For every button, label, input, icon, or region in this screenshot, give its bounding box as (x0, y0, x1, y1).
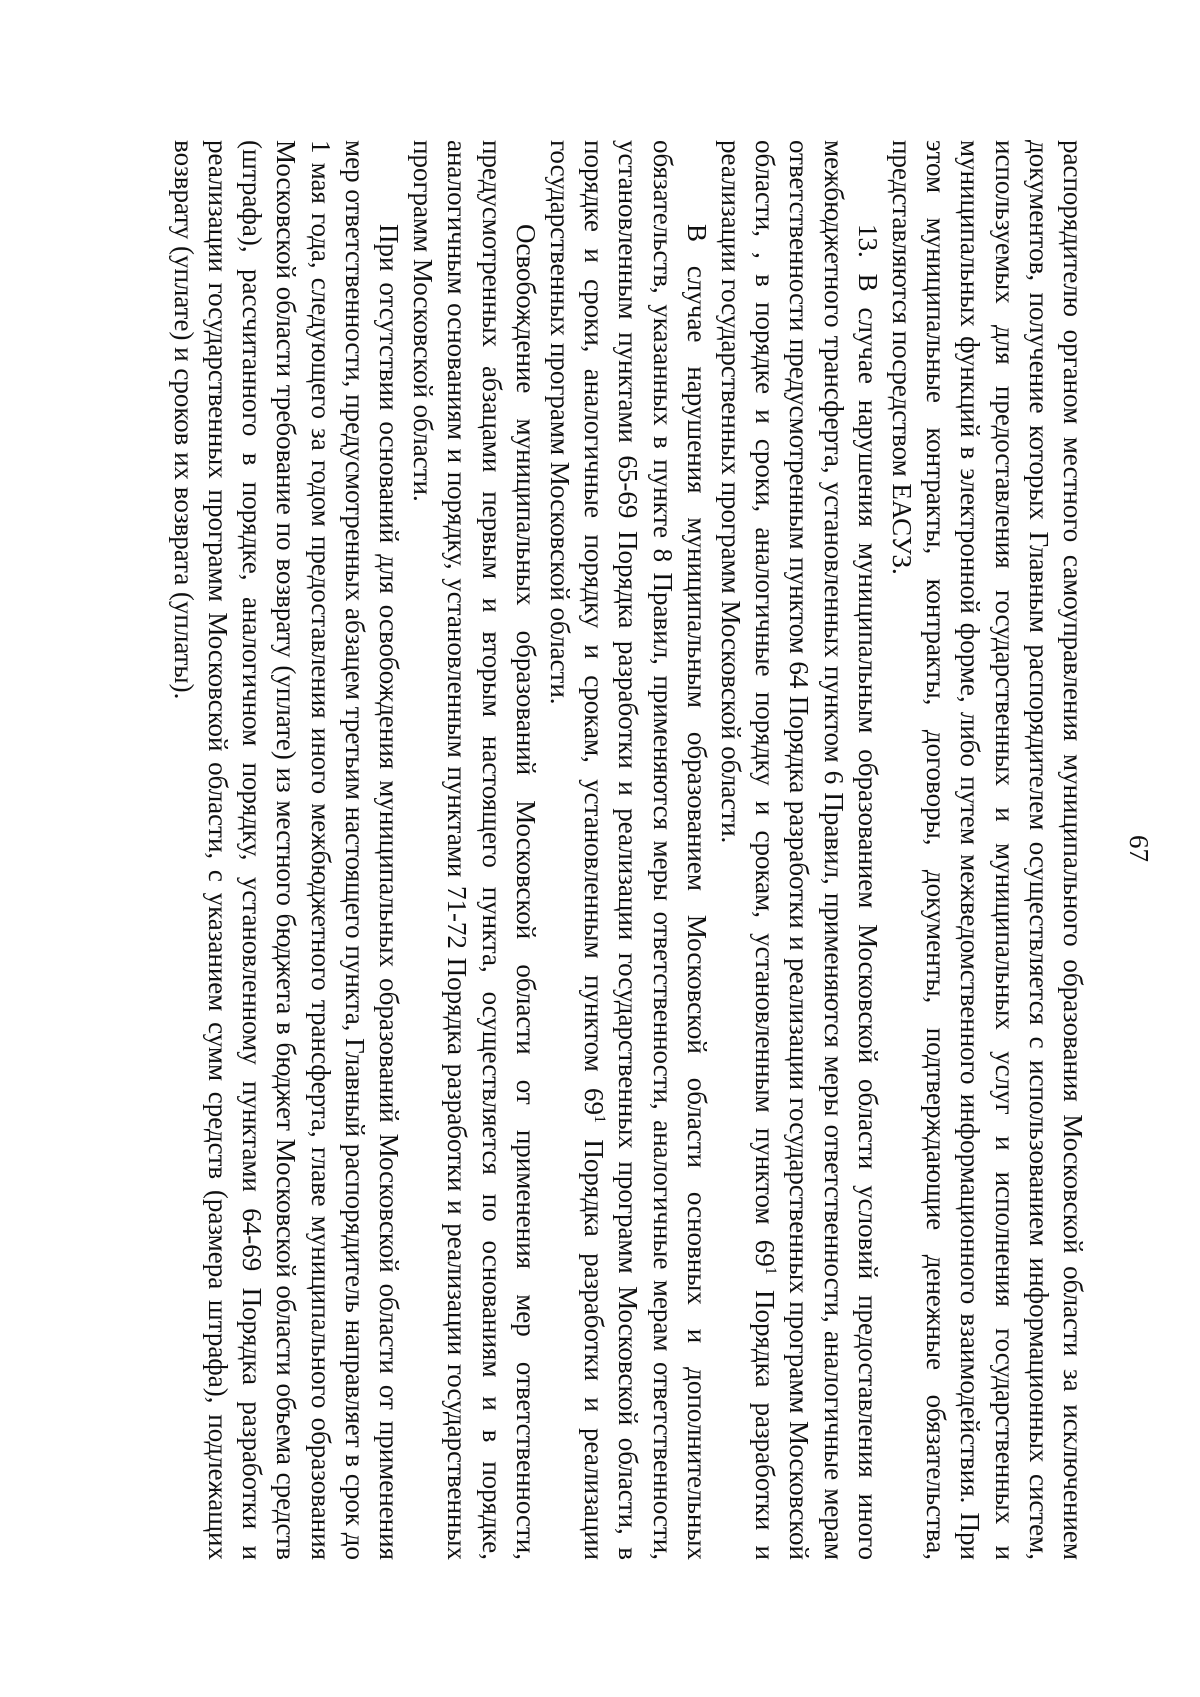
paragraph-13-text-a: 13. В случае нарушения муниципальным образованием Московской области условий предоставления иного межбюджетного трансферта, установленных пунктом 6 Правил, применяются меры ответственности, аналогичные мерам ответственности предусмотренным пунктом 64 Порядка разработки и реализации государственных программ Московской области, , в порядке и сроки, аналогичные порядку и срокам, установленным пунктом 69 (750, 140, 883, 1560)
paragraph-violation-text-b: Порядка разработки и реализации государственных программ Московской области. (544, 140, 610, 1560)
paragraph-violation-obligations (543, 140, 714, 1560)
paragraph-continuation: распорядителю органом местного самоуправления муниципального образования Московской области за исключением документов, получение которых Главным распорядителем осуществляется с использованием информационных систем, используемых для предоставления государственных и муниципальных услуг и исполнения государственных и муниципальных функций в электронной форме, либо путем межведомственного информационного взаимодействия. При этом муниципальные контракты, контракты, договоры, документы, подтверждающие денежные обязательства, представляются посредством ЕАСУЗ. (886, 140, 1088, 1560)
paragraph-exemption: Освобождение муниципальных образований Московской области от применения мер ответственности, предусмотренных абзацами первым и вторым настоящего пункта, осуществляется по основаниям и в порядке, аналогичным основаниям и порядку, установленным пунктами 71-72 Порядка разработки и реализации государственных программ Московской области. (408, 140, 541, 1560)
paragraph-13 (714, 140, 885, 1560)
paragraph-refund-requirement: При отсутствии оснований для освобождения муниципальных образований Московской области от применения мер ответственности, предусмотренных абзацем третьим настоящего пункта, Главный распорядитель направляет в срок до 1 мая года, следующего за годом предоставления иного межбюджетного трансферта, главе муниципального образования Московской области требование по возврату (уплате) из местного бюджета в бюджет Московской области объема средств (штрафа), рассчитанного в порядке, аналогичном порядку, установленному пунктами 64-69 Порядка разработки и реализации государственных программ Московской области, с указанием сумм средств (размера штрафа), подлежащих возврату (уплате) и сроков их возврата (уплаты). (168, 140, 404, 1561)
page-number: 67 (1124, 835, 1154, 862)
paragraph-violation-text-a: В случае нарушения муниципальным образованием Московской области основных и дополнительных обязательств, указанных в пункте 8 Правил, применяются меры ответственности, аналогичные мерам ответственности, установленным пунктами 65-69 Порядка разработки и реализации государственных программ Московской области, в порядке и сроки, аналогичные порядку и срокам, установленным пунктом 69 (579, 140, 712, 1560)
paragraph-13-text-b: Порядка разработки и реализации государственных программ Московской области. (715, 140, 781, 1560)
superscript-1: 1 (762, 1266, 781, 1275)
superscript-1: 1 (591, 1114, 610, 1124)
document-body (167, 140, 1090, 1560)
